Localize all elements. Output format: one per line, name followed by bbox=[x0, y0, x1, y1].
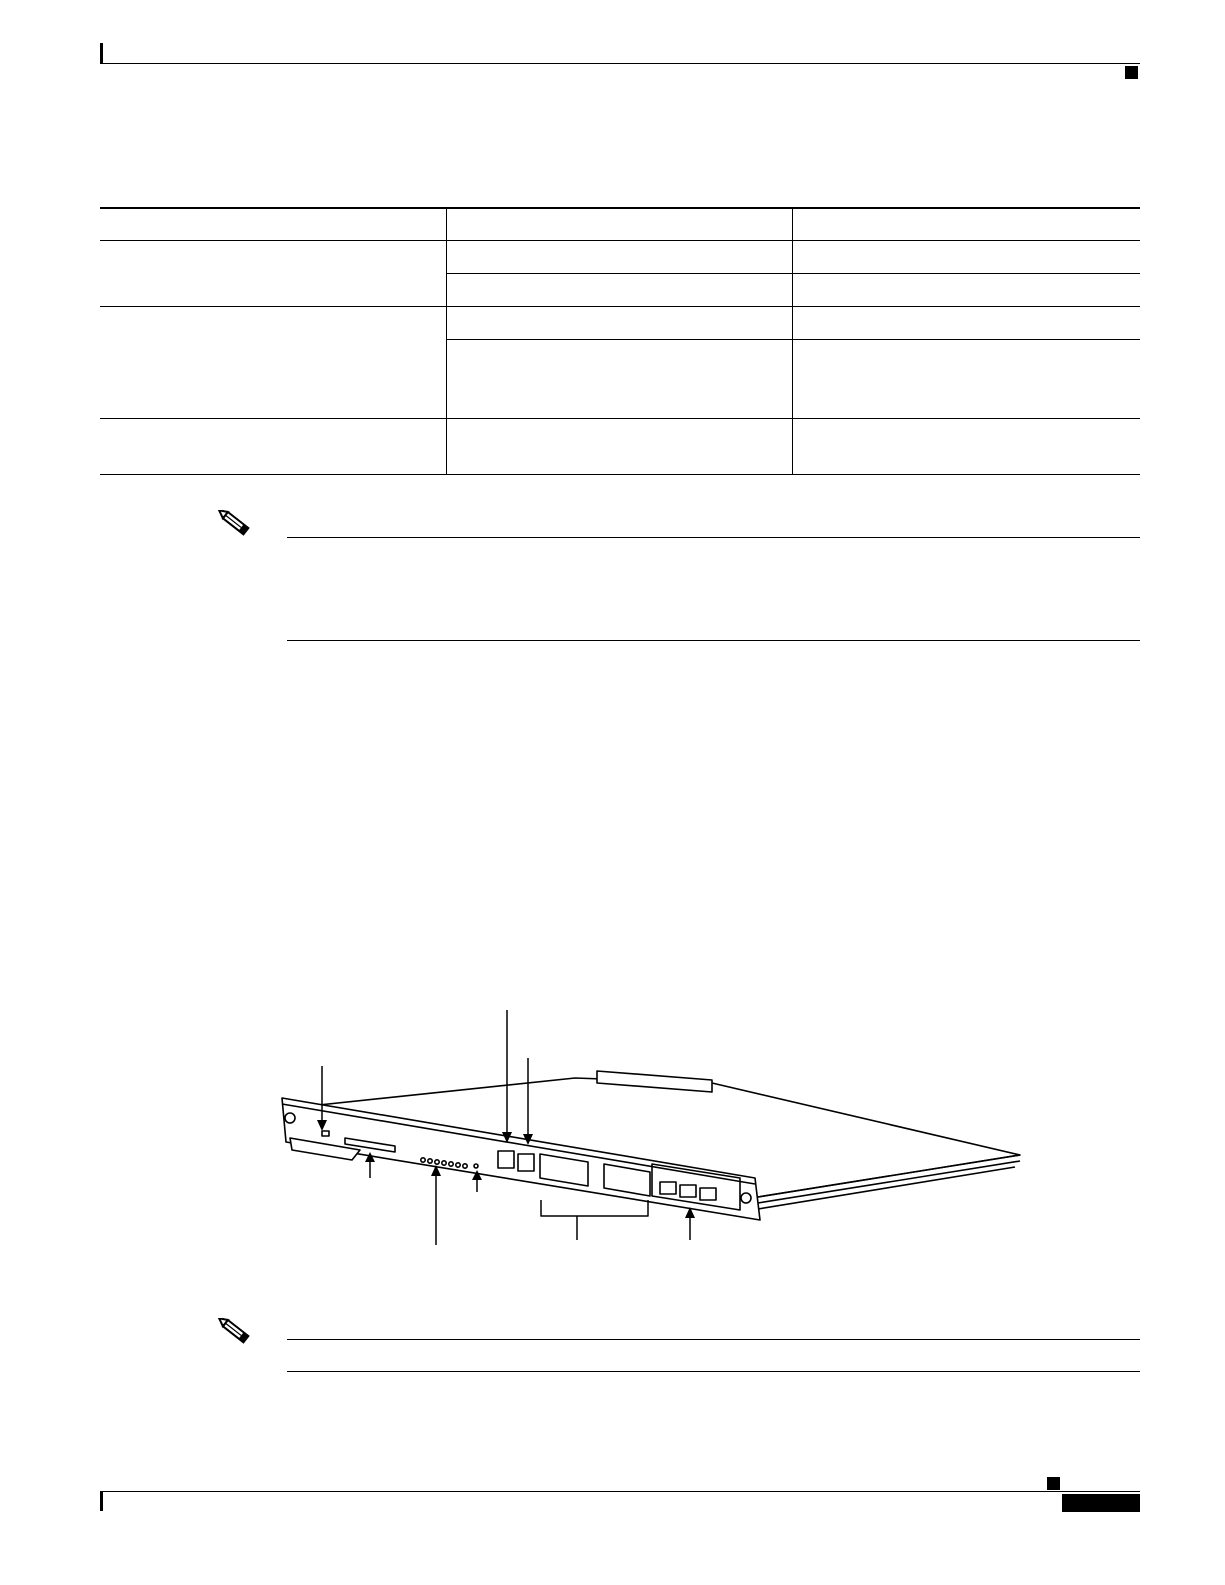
footer-rule bbox=[100, 1491, 1140, 1492]
note-bottom-rule bbox=[287, 1371, 1140, 1372]
pencil-icon bbox=[218, 1318, 258, 1348]
page-number-tab bbox=[1062, 1494, 1140, 1512]
footer-marker bbox=[1047, 1477, 1060, 1490]
note-top-rule bbox=[287, 1339, 1140, 1340]
footer-left-tick bbox=[100, 1491, 103, 1511]
